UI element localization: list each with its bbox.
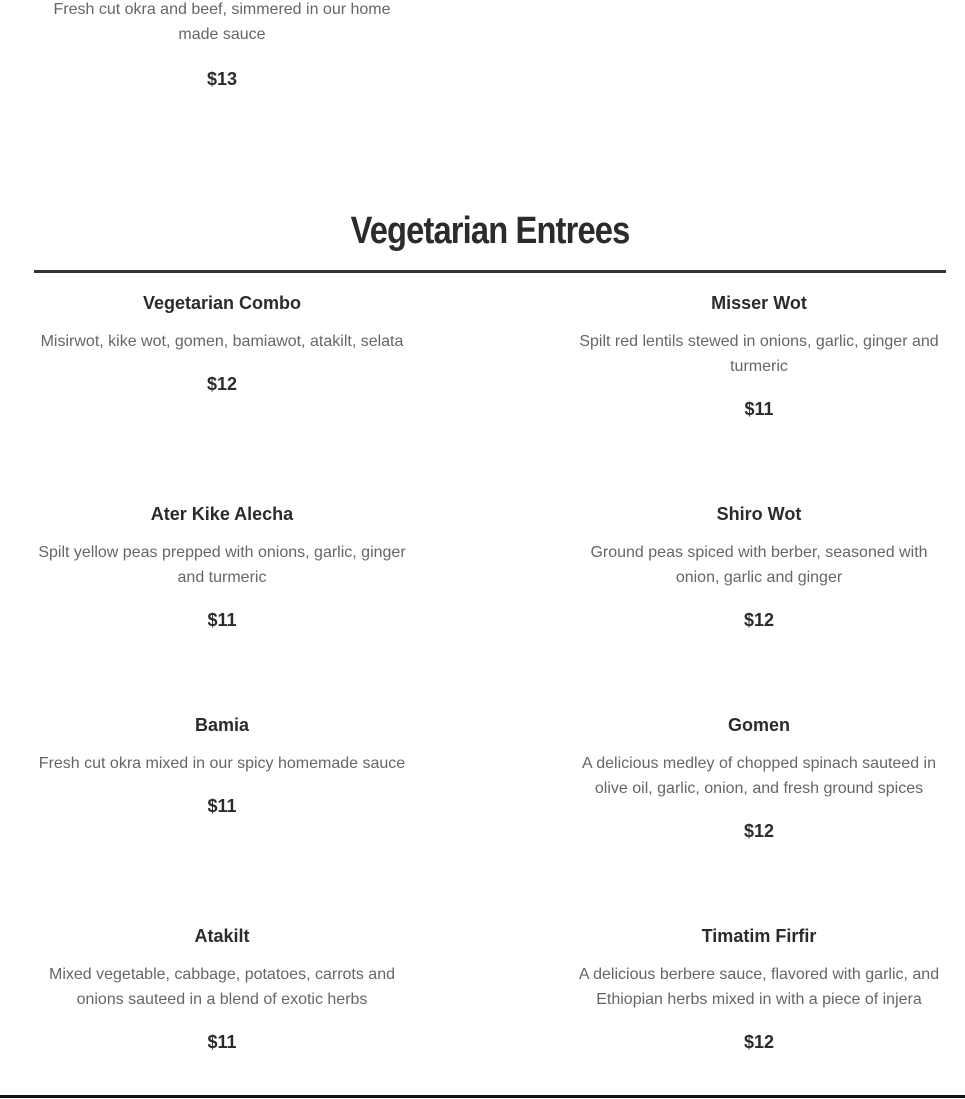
menu-item-name: Shiro Wot	[716, 504, 802, 524]
menu-item-description: Mixed vegetable, cabbage, potatoes, carrots and onions sauteed in a blend of exotic herbs	[49, 966, 395, 1008]
menu-item-price: $11	[207, 1032, 237, 1052]
previous-item-price: $13	[206, 69, 238, 89]
menu-item	[569, 292, 949, 420]
menu-item-name: Timatim Firfir	[701, 926, 817, 946]
menu-item-name: Ater Kike Alecha	[150, 504, 294, 524]
section-title: Vegetarian Entrees	[350, 210, 630, 252]
menu-item-price: $12	[743, 610, 775, 630]
menu-item-description: Fresh cut okra mixed in our spicy homemade sauce	[38, 755, 406, 772]
menu-item-price: $11	[207, 610, 237, 630]
menu-item-description: Ground peas spiced with berber, seasoned with onion, garlic and ginger	[590, 544, 928, 586]
menu-item-description: A delicious berbere sauce, flavored with garlic, and Ethiopian herbs mixed in with a piece of injera	[578, 966, 940, 1008]
menu-item-name: Gomen	[727, 715, 790, 735]
menu-item-price: $12	[743, 1032, 775, 1052]
menu-item-description: Misirwot, kike wot, gomen, bamiawot, atakilt, selata	[40, 333, 404, 350]
menu-item-name: Misser Wot	[711, 293, 807, 313]
menu-item-price: $12	[206, 374, 238, 394]
menu-item-description: A delicious medley of chopped spinach sauteed in olive oil, garlic, onion, and fresh ground spices	[581, 755, 936, 797]
previous-item-description: Fresh cut okra and beef, simmered in our home made sauce	[53, 1, 391, 43]
menu-item-name: Vegetarian Combo	[142, 293, 302, 313]
menu-item-name: Bamia	[194, 715, 250, 735]
menu-item	[569, 714, 949, 842]
menu-item-price: $11	[744, 399, 774, 419]
menu-item-description: Spilt red lentils stewed in onions, garlic, ginger and turmeric	[579, 333, 939, 375]
menu-item	[32, 925, 412, 1053]
section-divider	[34, 270, 946, 273]
menu-item	[32, 714, 412, 817]
menu-item	[32, 292, 412, 395]
menu-item	[569, 503, 949, 631]
menu-item	[569, 925, 949, 1053]
menu-item-name: Atakilt	[194, 926, 250, 946]
menu-item-description: Spilt yellow peas prepped with onions, garlic, ginger and turmeric	[38, 544, 406, 586]
menu-item	[32, 503, 412, 631]
footer-divider	[0, 1095, 965, 1098]
menu-item-price: $11	[207, 796, 237, 816]
menu-item-price: $12	[743, 821, 775, 841]
